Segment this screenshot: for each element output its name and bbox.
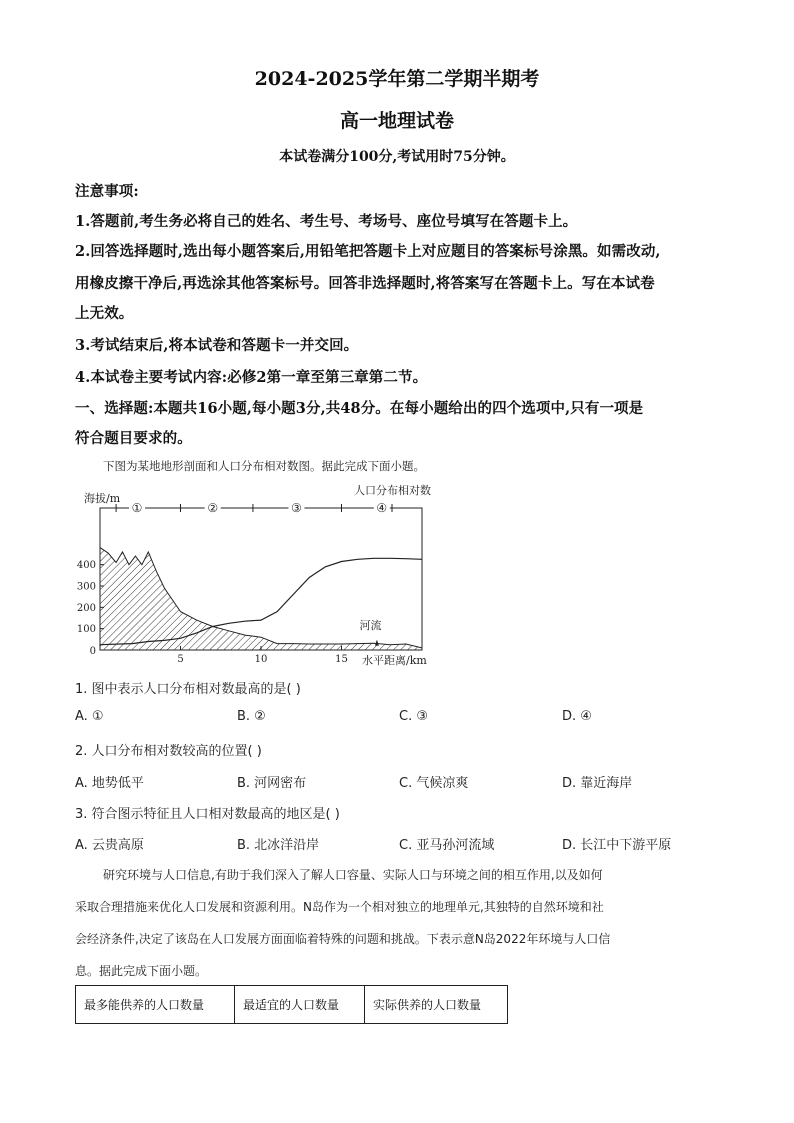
zone-label: ③ <box>291 501 302 515</box>
section-heading-cont: 符合题目要求的。 <box>75 430 192 447</box>
zone-label: ④ <box>376 501 388 515</box>
x-tick-label: 15 <box>335 654 348 665</box>
option-d[interactable]: D. 长江中下游平原 <box>562 838 672 853</box>
x-tick-label: 5 <box>177 654 184 665</box>
option-a[interactable]: A. ① <box>75 709 104 724</box>
river-label: 河流 <box>359 619 382 632</box>
y-tick-label: 300 <box>76 581 96 593</box>
option-d[interactable]: D. 靠近海岸 <box>562 776 633 791</box>
note-line: 用橡皮擦干净后,再选涂其他答案标号。回答非选择题时,将答案写在答题卡上。写在本试卷 <box>75 275 655 292</box>
exam-title: 2024-2025学年第二学期半期考 <box>254 68 540 90</box>
passage-line: 研究环境与人口信息,有助于我们深入了解人口容量、实际人口与环境之间的相互作用,以及如何 <box>103 868 603 882</box>
option-b[interactable]: B. 北冰洋沿岸 <box>237 838 320 853</box>
option-c[interactable]: C. 气候凉爽 <box>399 776 469 791</box>
zone-label: ① <box>131 501 143 515</box>
notes-heading: 注意事项: <box>75 183 139 200</box>
river-marker <box>375 640 379 646</box>
y-tick-label: 200 <box>76 602 96 614</box>
population-axis-label: 人口分布相对数 <box>354 484 431 497</box>
question-stem: 3. 符合图示特征且人口相对数最高的地区是( ) <box>75 807 340 822</box>
passage-line: 采取合理措施来优化人口发展和资源利用。N岛作为一个相对独立的地理单元,其独特的自然环境和社 <box>75 900 604 914</box>
table-header-cell: 最多能供养的人口数量 <box>76 986 235 1024</box>
note-line: 4.本试卷主要考试内容:必修2第一章至第三章第二节。 <box>75 369 428 386</box>
note-line: 2.回答选择题时,选出每小题答案后,用铅笔把答题卡上对应题目的答案标号涂黑。如需改动, <box>75 243 661 260</box>
y-tick-label: 400 <box>76 560 96 572</box>
y-tick-label: 100 <box>76 624 96 636</box>
question-stem: 2. 人口分布相对数较高的位置( ) <box>75 744 262 759</box>
section-heading: 一、选择题:本题共16小题,每小题3分,共48分。在每小题给出的四个选项中,只有一项是 <box>75 400 644 417</box>
option-b[interactable]: B. ② <box>237 709 266 724</box>
note-line: 3.考试结束后,将本试卷和答题卡一并交回。 <box>75 337 359 354</box>
option-c[interactable]: C. ③ <box>399 709 428 724</box>
terrain-population-chart <box>70 478 470 673</box>
exam-info: 本试卷满分100分,考试用时75分钟。 <box>279 149 515 165</box>
option-b[interactable]: B. 河网密布 <box>237 776 307 791</box>
y-tick-label: 0 <box>89 646 96 657</box>
passage-line: 会经济条件,决定了该岛在人口发展方面面临着特殊的问题和挑战。下表示意N岛2022年环境与人口信 <box>75 932 611 946</box>
passage-line: 息。据此完成下面小题。 <box>75 964 208 978</box>
table-header-cell: 实际供养的人口数量 <box>365 986 508 1024</box>
note-line: 1.答题前,考生务必将自己的姓名、考生号、考场号、座位号填写在答题卡上。 <box>75 213 578 230</box>
terrain-area <box>100 548 422 650</box>
option-d[interactable]: D. ④ <box>562 709 592 724</box>
figure-intro: 下图为某地地形剖面和人口分布相对数图。据此完成下面小题。 <box>103 459 425 473</box>
zone-label: ② <box>207 501 219 515</box>
x-axis-label: 水平距离/km <box>362 654 427 667</box>
table-row <box>76 986 508 1024</box>
table-header-cell: 最适宜的人口数量 <box>235 986 365 1024</box>
exam-subtitle: 高一地理试卷 <box>339 110 454 132</box>
question-stem: 1. 图中表示人口分布相对数最高的是( ) <box>75 682 301 697</box>
option-a[interactable]: A. 地势低平 <box>75 776 144 791</box>
y-axis-label: 海拔/m <box>84 492 121 505</box>
note-line: 上无效。 <box>75 305 134 322</box>
environment-population-table <box>75 985 508 1024</box>
option-c[interactable]: C. 亚马孙河流域 <box>399 838 495 853</box>
option-a[interactable]: A. 云贵高原 <box>75 838 144 853</box>
x-tick-label: 10 <box>254 654 268 665</box>
